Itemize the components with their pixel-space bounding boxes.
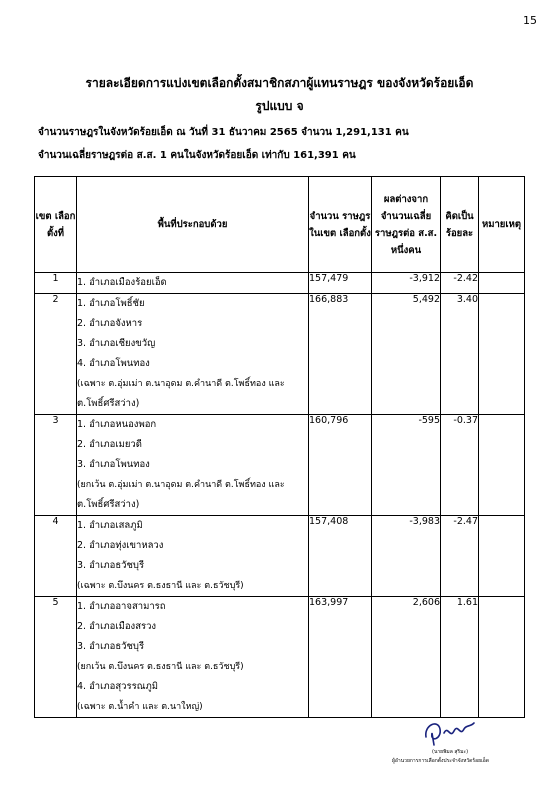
header-difference: ผลต่างจาก จำนวนเฉลี่ย ราษฎรต่อ ส.ส. หนึ่งคน [372,177,441,273]
percent-cell: 3.40 [441,294,479,415]
population-cell: 160,796 [309,415,372,516]
table-row [35,597,525,718]
area-item: 1. อำเภอเสลภูมิ [77,520,143,531]
table-row [35,516,525,597]
area-note: (ยกเว้น ต.บึงนคร ต.ธงธานี และ ต.ธวัชบุรี) [77,662,244,672]
area-item: 4. อำเภอโพนทอง [77,358,150,369]
remark-cell [479,516,525,597]
district-cell: 2 [35,294,77,415]
percent-cell: -0.37 [441,415,479,516]
population-cell: 157,479 [309,273,372,294]
population-info: จำนวนราษฎรในจังหวัดร้อยเอ็ด ณ วันที่ 31 ธันวาคม 2565 จำนวน 1,291,131 คน [38,127,409,138]
district-cell: 1 [35,273,77,294]
document-title: รายละเอียดการแบ่งเขตเลือกตั้งสมาชิกสภาผู้แทนราษฎร ของจังหวัดร้อยเอ็ด [85,76,474,90]
area-note: (ยกเว้น ต.อุ่มเม่า ต.นาอุดม ต.คำนาดี ต.โพธิ์ทอง และ [77,480,285,490]
remark-cell [479,415,525,516]
difference-cell: 5,492 [372,294,441,415]
areas-cell [77,415,309,516]
header-remark: หมายเหตุ [479,177,525,273]
table-row [35,415,525,516]
difference-cell: -3,912 [372,273,441,294]
difference-cell: -3,983 [372,516,441,597]
table-header-row [35,177,525,273]
area-note: (เฉพาะ ต.น้ำคำ และ ต.นาใหญ่) [77,702,203,712]
area-item: 2. อำเภอเมยวดี [77,439,142,450]
percent-cell: -2.42 [441,273,479,294]
area-item: 1. อำเภอเมืองร้อยเอ็ด [77,277,167,288]
table-row [35,273,525,294]
signature-block [392,715,528,775]
remark-cell [479,597,525,718]
area-item: ต.โพธิ์ศรีสว่าง) [77,398,140,409]
signature-name: (นายพิมล สุริมะ) [432,749,469,755]
signature-position: ผู้อำนวยการการเลือกตั้งประจำจังหวัดร้อยเอ็ด [392,758,490,764]
signature-image [420,715,480,749]
percent-cell: -2.47 [441,516,479,597]
page-number: 15 [523,14,537,27]
area-note: (เฉพาะ ต.บึงนคร ต.ธงธานี และ ต.ธวัชบุรี) [77,581,244,591]
district-cell: 4 [35,516,77,597]
area-item: 2. อำเภอเมืองสรวง [77,621,157,632]
area-item: 1. อำเภออาจสามารถ [77,601,166,612]
area-note: (เฉพาะ ต.อุ่มเม่า ต.นาอุดม ต.คำนาดี ต.โพธิ์ทอง และ [77,379,285,389]
area-item: ต.โพธิ์ศรีสว่าง) [77,499,140,510]
header-percent: คิดเป็น ร้อยละ [441,177,479,273]
areas-cell [77,273,309,294]
header-population: จำนวน ราษฎรในเขต เลือกตั้ง [309,177,372,273]
percent-cell: 1.61 [441,597,479,718]
district-cell: 3 [35,415,77,516]
area-item: 3. อำเภอธวัชบุรี [77,560,145,571]
average-info: จำนวนเฉลี่ยราษฎรต่อ ส.ส. 1 คนในจังหวัดร้อยเอ็ด เท่ากับ 161,391 คน [38,150,356,161]
area-item: 3. อำเภอเชียงขวัญ [77,338,156,349]
population-cell: 157,408 [309,516,372,597]
area-item: 3. อำเภอธวัชบุรี [77,641,145,652]
district-cell: 5 [35,597,77,718]
area-item: 4. อำเภอสุวรรณภูมิ [77,681,159,692]
area-item: 2. อำเภอจังหาร [77,318,143,329]
header-areas: พื้นที่ประกอบด้วย [77,177,309,273]
area-item: 3. อำเภอโพนทอง [77,459,150,470]
population-cell: 166,883 [309,294,372,415]
districts-table [34,176,525,718]
remark-cell [479,273,525,294]
header-district: เขต เลือกตั้งที่ [35,177,77,273]
difference-cell: -595 [372,415,441,516]
area-item: 1. อำเภอโพธิ์ชัย [77,298,145,309]
area-item: 1. อำเภอหนองพอก [77,419,157,430]
areas-cell [77,294,309,415]
area-item: 2. อำเภอทุ่งเขาหลวง [77,540,164,551]
areas-cell [77,597,309,718]
table-row [35,294,525,415]
remark-cell [479,294,525,415]
difference-cell: 2,606 [372,597,441,718]
areas-cell [77,516,309,597]
document-subtitle: รูปแบบ จ [255,99,304,113]
population-cell: 163,997 [309,597,372,718]
